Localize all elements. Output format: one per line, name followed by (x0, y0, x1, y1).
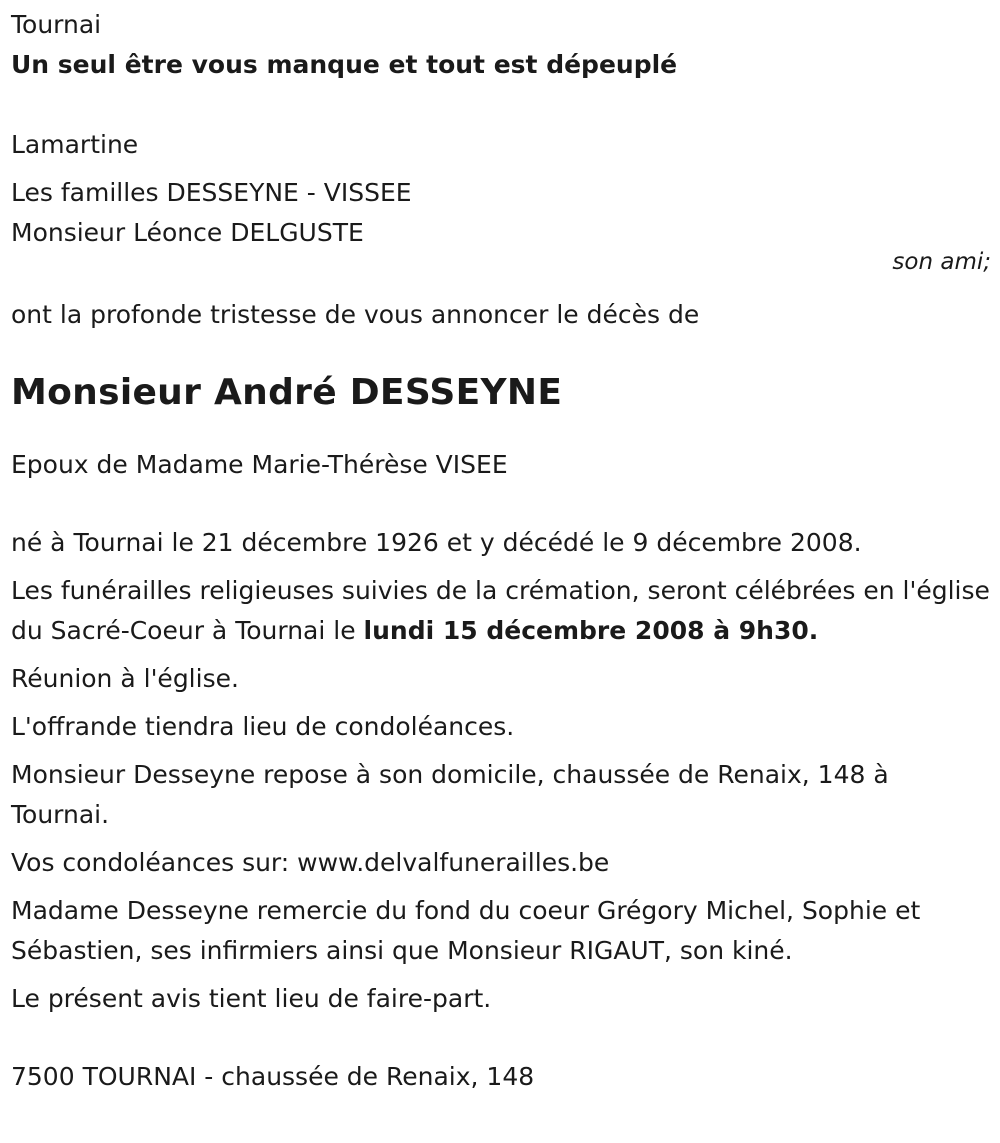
quote-author: Lamartine (11, 130, 139, 159)
birth-death-line: né à Tournai le 21 décembre 1926 et y décédé le 9 décembre 2008. (11, 528, 862, 557)
repose-note: Monsieur Desseyne repose à son domicile, chaussée de Renaix, 148 à Tournai. (11, 760, 889, 829)
announcement: ont la profonde tristesse de vous annoncer le décès de (11, 300, 700, 329)
family-line-2: Monsieur Léonce DELGUSTE (11, 218, 364, 247)
family-line-1: Les familles DESSEYNE - VISSEE (11, 178, 412, 207)
faire-part-note: Le présent avis tient lieu de faire-part. (11, 984, 492, 1013)
deceased-name: Monsieur André DESSEYNE (11, 372, 563, 413)
spouse-line: Epoux de Madame Marie-Thérèse VISEE (11, 450, 508, 479)
obituary-notice (11, 5, 991, 1097)
meeting-note: Réunion à l'église. (11, 664, 239, 693)
offering-note: L'offrande tiendra lieu de condoléances. (11, 712, 515, 741)
city-heading: Tournai (11, 10, 102, 39)
address-line: 7500 TOURNAI - chaussée de Renaix, 148 (11, 1062, 535, 1091)
thanks-note: Madame Desseyne remercie du fond du coeur Grégory Michel, Sophie et Sébastien, ses infirmiers ainsi que Monsieur RIGAUT, son kiné. (11, 896, 921, 965)
quote: Un seul être vous manque et tout est dépeuplé (11, 50, 678, 79)
condolences-note: Vos condoléances sur: www.delvalfunerailles.be (11, 848, 610, 877)
relation-note: son ami; (892, 249, 991, 275)
funeral-date-time: lundi 15 décembre 2008 à 9h30. (363, 616, 819, 645)
funeral-text: Les funérailles religieuses suivies de la crémation, seront célébrées en l'église du Sacré-Coeur à Tournai le (11, 576, 990, 645)
funeral-paragraph (11, 571, 991, 651)
